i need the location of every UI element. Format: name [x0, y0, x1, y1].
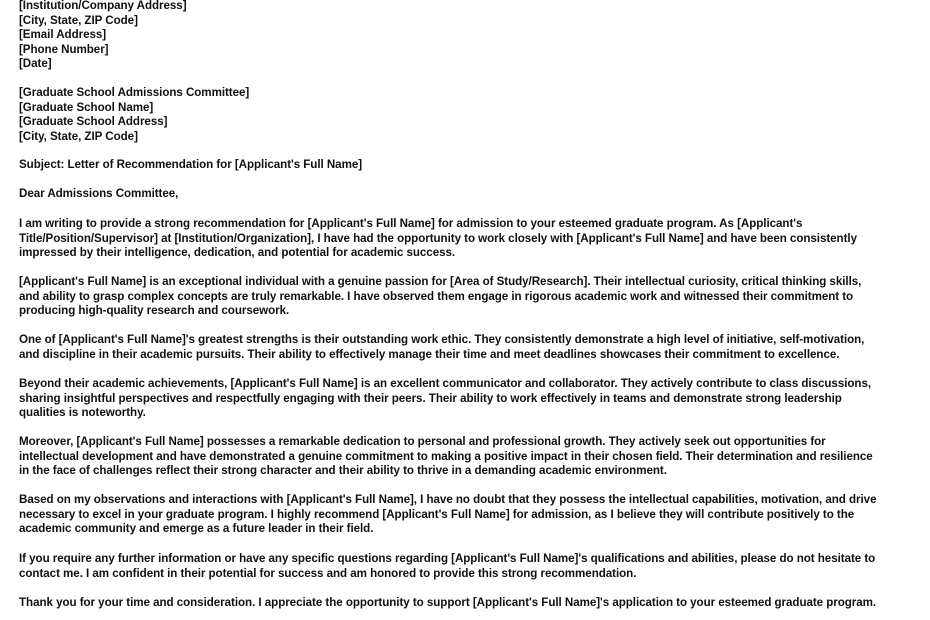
sender-line-address: [Institution/Company Address]: [19, 0, 187, 12]
paragraph-line: intellectual development and have demonstrated a genuine commitment to making a positive impact in their chosen field. Their determination and resilience: [19, 449, 873, 463]
paragraph-line: Based on my observations and interactions with [Applicant's Full Name], I have no doubt that they possess the intellectual capabilities, motivation, and drive: [19, 493, 877, 506]
paragraph-line: producing high-quality research and coursework.: [19, 304, 290, 318]
subject-line: Subject: Letter of Recommendation for [Applicant's Full Name]: [19, 158, 363, 171]
closing-paragraph: [19, 596, 876, 611]
sender-line-email: [Email Address]: [19, 28, 107, 41]
paragraph-line: Title/Position/Supervisor] at [Institution/Organization], I have had the opportunity to work closely with [Applicant's Full Name] and have been consistently: [19, 231, 857, 245]
paragraph-line: If you require any further information or have any specific questions regarding [Applicant's Full Name]'s qualifications and abilities, please do not hesitate to: [19, 552, 876, 565]
paragraph-line: and discipline in their academic pursuits. Their ability to effectively manage their time and meet deadlines showcases their commitment to excellence.: [19, 347, 840, 361]
paragraph-line: necessary to excel in your graduate program. I highly recommend [Applicant's Full Name] for admission, as I believe they will contribute positively to the: [19, 507, 855, 521]
body-paragraph-3: [19, 333, 864, 362]
body-paragraph-2: [19, 275, 861, 319]
recipient-line-address: [Graduate School Address]: [19, 115, 168, 128]
paragraph-line: contact me. I am confident in their potential for success and am honored to provide this strong recommendation.: [19, 566, 637, 580]
salutation: Dear Admissions Committee,: [19, 187, 179, 200]
body-paragraph-1: [19, 217, 857, 261]
paragraph-line: academic community and emerge as a future leader in their field.: [19, 522, 374, 536]
body-paragraph-7: [19, 552, 875, 581]
paragraph-line: One of [Applicant's Full Name]'s greatest strengths is their outstanding work ethic. They consistently demonstrate a high level of initiative, self-motivation,: [19, 333, 865, 346]
sender-address-block: [19, 0, 187, 72]
recipient-line-school: [Graduate School Name]: [19, 100, 154, 114]
paragraph-line: in the face of challenges reflect their strong character and their ability to thrive in a demanding academic environment.: [19, 464, 667, 478]
paragraph-line: Beyond their academic achievements, [Applicant's Full Name] is an excellent communicator and collaborator. They actively contribute to class discussions,: [19, 377, 872, 390]
paragraph-line: I am writing to provide a strong recommendation for [Applicant's Full Name] for admission to your esteemed graduate program. As [Applicant's: [19, 217, 803, 230]
paragraph-line: qualities is noteworthy.: [19, 406, 146, 420]
body-paragraph-5: [19, 435, 873, 479]
paragraph-line: Thank you for your time and consideration. I appreciate the opportunity to support [Applicant's Full Name]'s application to your esteemed graduate program.: [19, 596, 877, 609]
recipient-address-block: [19, 86, 249, 144]
paragraph-line: sharing insightful perspectives and respectfully engaging with their peers. Their ability to work effectively in teams and demonstrate strong leadership: [19, 391, 842, 405]
paragraph-line: Moreover, [Applicant's Full Name] possesses a remarkable dedication to personal and professional growth. They actively seek out opportunities for: [19, 435, 826, 448]
recipient-line-city: [City, State, ZIP Code]: [19, 129, 138, 143]
paragraph-line: [Applicant's Full Name] is an exceptional individual with a genuine passion for [Area of Study/Research]. Their intellectual curiosity, critical thinking skills,: [19, 275, 862, 288]
sender-line-city: [City, State, ZIP Code]: [19, 13, 138, 27]
sender-line-phone: [Phone Number]: [19, 42, 109, 56]
recipient-line-committee: [Graduate School Admissions Committee]: [19, 86, 250, 99]
paragraph-line: and ability to grasp complex concepts are truly remarkable. I have observed them engage in rigorous academic work and witnessed their commitment to: [19, 289, 854, 303]
paragraph-line: impressed by their intelligence, dedication, and potential for academic success.: [19, 246, 456, 260]
body-paragraph-4: [19, 377, 871, 421]
body-paragraph-6: [19, 493, 876, 537]
sender-line-date: [Date]: [19, 57, 52, 70]
